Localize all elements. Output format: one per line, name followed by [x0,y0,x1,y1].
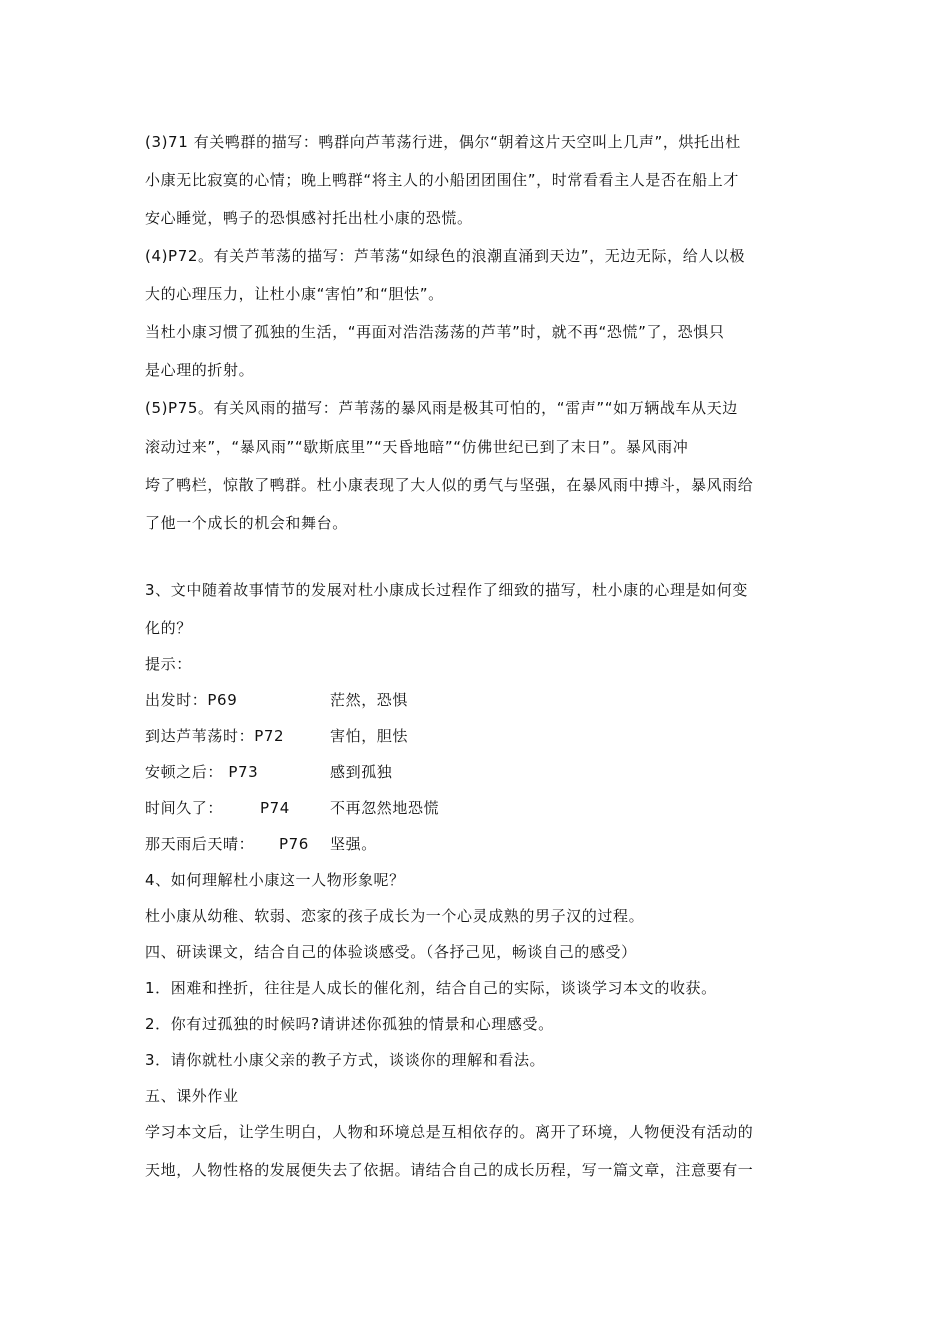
paragraph-4b-line-2: 是心理的折射。 [145,361,255,379]
paragraph-4-line-2: 大的心理压力，让杜小康“害怕”和“胆怯”。 [145,285,444,303]
timeline-stage: 安顿之后： P73 [145,763,259,781]
timeline-stage: 时间久了： [145,799,224,817]
timeline-stage: 到达芦苇荡时：P72 [145,727,285,745]
paragraph-4b-line-1: 当杜小康习惯了孤独的生活，“再面对浩浩荡荡的芦苇”时，就不再“恐慌”了，恐惧只 [145,323,725,341]
paragraph-5-line-1: (5)P75。有关风雨的描写：芦苇荡的暴风雨是极其可怕的，“雷声”“如万辆战车从天边 [145,399,738,417]
discussion-item-2: 2．你有过孤独的时候吗?请讲述你孤独的情景和心理感受。 [145,1015,554,1033]
paragraph-5-line-3: 垮了鸭栏，惊散了鸭群。杜小康表现了大人似的勇气与坚强，在暴风雨中搏斗，暴风雨给 [145,476,754,494]
timeline-row [145,726,409,746]
section-5-heading: 五、课外作业 [145,1087,239,1105]
timeline-feeling: 感到孤独 [330,763,393,781]
question-3-line-1: 3、文中随着故事情节的发展对杜小康成长过程作了细致的描写，杜小康的心理是如何变 [145,581,748,599]
timeline-row [145,762,393,782]
timeline-feeling: 害怕，胆怯 [330,727,409,745]
paragraph-4-line-1: (4)P72。有关芦苇荡的描写：芦苇荡“如绿色的浪潮直涌到天边”，无边无际，给人以极 [145,247,746,265]
homework-line-2: 天地，人物性格的发展便失去了依据。请结合自己的成长历程，写一篇文章，注意要有一 [145,1161,754,1179]
answer-4: 杜小康从幼稚、软弱、恋家的孩子成长为一个心灵成熟的男子汉的过程。 [145,907,645,925]
timeline-page: P76 [279,835,309,853]
homework-line-1: 学习本文后，让学生明白，人物和环境总是互相依存的。离开了环境，人物便没有活动的 [145,1123,754,1141]
timeline-row [145,690,409,710]
paragraph-5-line-2: 滚动过来”，“暴风雨”“歇斯底里”“天昏地暗”“仿佛世纪已到了末日”。暴风雨冲 [145,438,689,456]
timeline-row [145,834,377,854]
timeline-row [145,798,440,818]
paragraph-3-line-2: 小康无比寂寞的心情；晚上鸭群“将主人的小船团团围住”，时常看看主人是否在船上才 [145,171,739,189]
discussion-item-1: 1．困难和挫折，往往是人成长的催化剂，结合自己的实际，谈谈学习本文的收获。 [145,979,717,997]
timeline-stage: 那天雨后天晴： [145,835,255,853]
paragraph-5-line-4: 了他一个成长的机会和舞台。 [145,514,348,532]
section-4-heading: 四、研读课文，结合自己的体验谈感受。（各抒己见，畅谈自己的感受） [145,943,637,961]
question-3-line-2: 化的？ [145,619,192,637]
question-4: 4、如何理解杜小康这一人物形象呢？ [145,871,405,889]
timeline-feeling: 坚强。 [330,835,377,853]
paragraph-3-line-1: (3)71 有关鸭群的描写：鸭群向芦苇荡行进，偶尔“朝着这片天空叫上几声”，烘托出杜 [145,133,741,151]
discussion-item-3: 3．请你就杜小康父亲的教子方式，谈谈你的理解和看法。 [145,1051,546,1069]
timeline-feeling: 不再忽然地恐慌 [330,799,440,817]
paragraph-3-line-3: 安心睡觉，鸭子的恐惧感衬托出杜小康的恐慌。 [145,209,473,227]
timeline-stage: 出发时：P69 [145,691,238,709]
hint-label: 提示： [145,655,192,673]
timeline-page: P74 [260,799,290,817]
timeline-feeling: 茫然，恐惧 [330,691,409,709]
